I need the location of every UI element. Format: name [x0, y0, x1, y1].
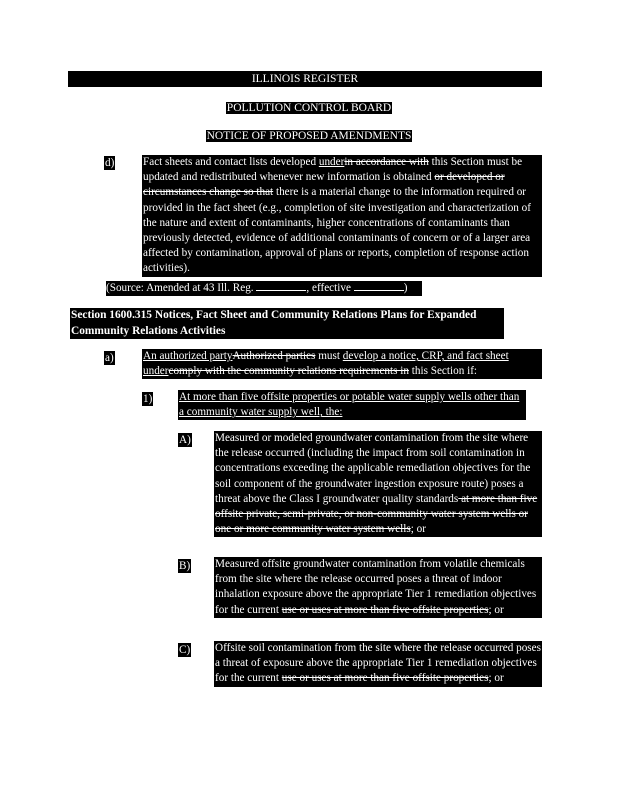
- para-C-label: C): [179, 644, 191, 656]
- para-d-label: d): [105, 157, 115, 169]
- register-title: ILLINOIS REGISTER: [251, 73, 359, 85]
- para-1-label: 1): [143, 393, 153, 405]
- para-B-text: Measured offsite groundwater contamination from volatile chemicals from the site where the release occurred poses a threat of indoor inhalation exposure above the appropriate Tier 1 remediation objectives for the current use or uses at more than five offsite properties; or: [214, 557, 542, 618]
- source-note: (Source: Amended at 43 Ill. Reg. , effective ): [106, 281, 422, 296]
- register-header-bar: [68, 71, 542, 87]
- notice-title: NOTICE OF PROPOSED AMENDMENTS: [206, 130, 412, 142]
- section-heading: Section 1600.315 Notices, Fact Sheet and Community Relations Plans for Expanded Community Relations Activities: [70, 308, 504, 339]
- para-1-text: At more than five offsite properties or potable water supply wells other than a community water supply well, the:: [178, 390, 526, 420]
- para-A-label: A): [179, 434, 191, 446]
- board-title: POLLUTION CONTROL BOARD: [226, 102, 392, 114]
- para-C-text: Offsite soil contamination from the site where the release occurred poses a threat of exposure above the appropriate Tier 1 remediation objectives for the current use or uses at more than five offsite properties; or: [214, 641, 542, 687]
- para-a-label: a): [105, 352, 114, 364]
- para-a-text: An authorized partyAuthorized parties must develop a notice, CRP, and fact sheet undercomply with the community relations requirements in this Section if:: [142, 349, 542, 379]
- para-A-text: Measured or modeled groundwater contamination from the site where the release occurred (including the impact from soil contamination in concentrations exceeding the applicable remediation objectives for the soil component of the groundwater ingestion exposure route) poses a threat above the Class I groundwater quality standards at more than five offsite private, semi-private, or non-community water system wells or one or more community water system wells; or: [214, 431, 542, 537]
- para-B-label: B): [179, 560, 191, 572]
- para-d-text: Fact sheets and contact lists developed underin accordance with this Section must be updated and redistributed whenever new information is obtained or developed or circumstances change so that there is a material change to the information required or provided in the fact sheet (e.g., completion of site investigation and characterization of the nature and extent of contaminants, higher concentrations of contaminants than previously detected, evidence of additional contaminants of concern or of a larger area affected by contamination, approval of plans or reports, completion of response action activities).: [142, 155, 542, 277]
